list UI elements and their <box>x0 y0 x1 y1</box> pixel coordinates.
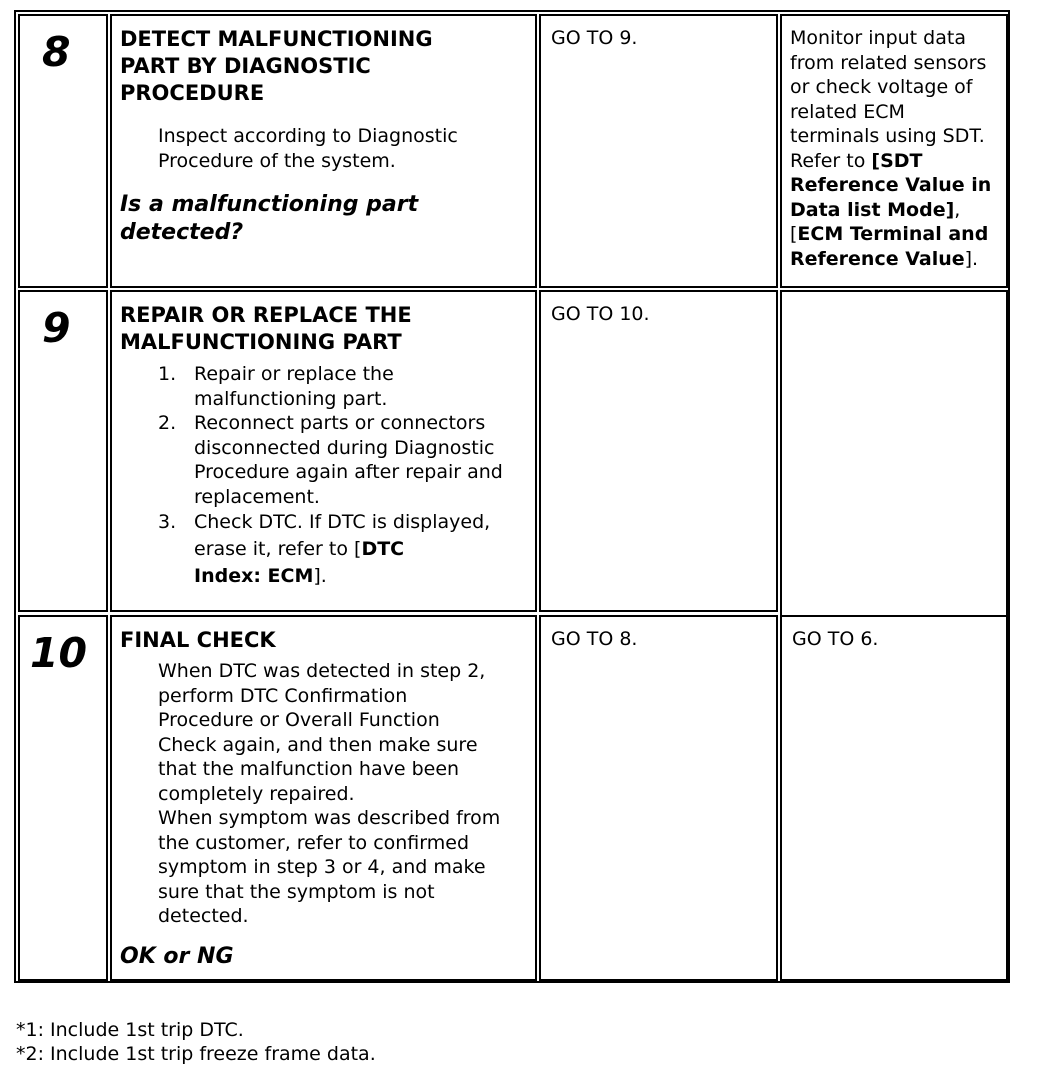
yes-action: GO TO 8. <box>551 628 638 650</box>
step-10-yes-cell <box>539 615 778 981</box>
step-9-procedure-cell <box>110 290 537 612</box>
step-number: 9 <box>42 304 71 352</box>
yes-action: GO TO 10. <box>551 303 650 325</box>
step-9-yes-cell <box>539 290 778 612</box>
step-8-yes-cell <box>539 14 778 288</box>
step-instruction: Inspect according to Diagnostic Procedure of the system. <box>158 125 458 172</box>
step-title: DETECT MALFUNCTIONING PART BY DIAGNOSTIC PROCEDURE <box>120 27 433 105</box>
step-8-procedure-cell <box>110 14 537 288</box>
step-list <box>158 362 533 590</box>
step-10-number-cell <box>18 615 108 981</box>
step-question: Is a malfunctioning part detected? <box>120 192 419 245</box>
no-action: Monitor input data from related sensors or check voltage of related ECM terminals using SDT. Refer to [SDT Reference Value in Data list Mode], [ECM Terminal and Reference Value]. <box>790 27 992 270</box>
sdt-reference-link[interactable]: [SDT Reference Value in Data list Mode] <box>790 149 992 221</box>
list-item: 3. Check DTC. If DTC is displayed, erase it, refer to [DTC Index: ECM]. <box>158 511 491 587</box>
ecm-terminal-reference-link[interactable]: ECM Terminal and Reference Value <box>790 223 989 270</box>
step-instruction: When DTC was detected in step 2, perform DTC Confirmation Procedure or Overall Function Check again, and then make sure that the malfunction have been completely repaired. When symptom was described from the customer, refer to confirmed symptom in step 3 or 4, and make sure that the symptom is not detected. <box>158 660 501 927</box>
list-item: 2. Reconnect parts or connectors disconnected during Diagnostic Procedure again after repair and replacement. <box>158 412 503 508</box>
step-question: OK or NG <box>120 944 234 969</box>
step-8-no-cell <box>780 14 1008 288</box>
step-10-no-cell <box>780 615 1008 981</box>
step-8-number-cell <box>18 14 108 288</box>
list-item: 1. Repair or replace the malfunctioning part. <box>158 363 394 410</box>
footnote: *1: Include 1st trip DTC. <box>16 1019 244 1041</box>
step-10-procedure-cell <box>110 615 537 981</box>
step-title: REPAIR OR REPLACE THE MALFUNCTIONING PART <box>120 303 412 354</box>
yes-action: GO TO 9. <box>551 27 638 49</box>
footnote: *2: Include 1st trip freeze frame data. <box>16 1043 376 1065</box>
dtc-index-link[interactable]: [DTC Index: ECM <box>194 538 405 587</box>
step-number: 10 <box>30 629 88 677</box>
step-title: FINAL CHECK <box>120 628 276 652</box>
no-action-intro: Monitor input data from related sensors or check voltage of related ECM terminals using SDT. Refer to <box>790 27 987 172</box>
no-action: GO TO 6. <box>792 628 879 650</box>
step-9-number-cell <box>18 290 108 612</box>
step-9-no-cell <box>780 290 1008 616</box>
step-number: 8 <box>42 28 71 76</box>
